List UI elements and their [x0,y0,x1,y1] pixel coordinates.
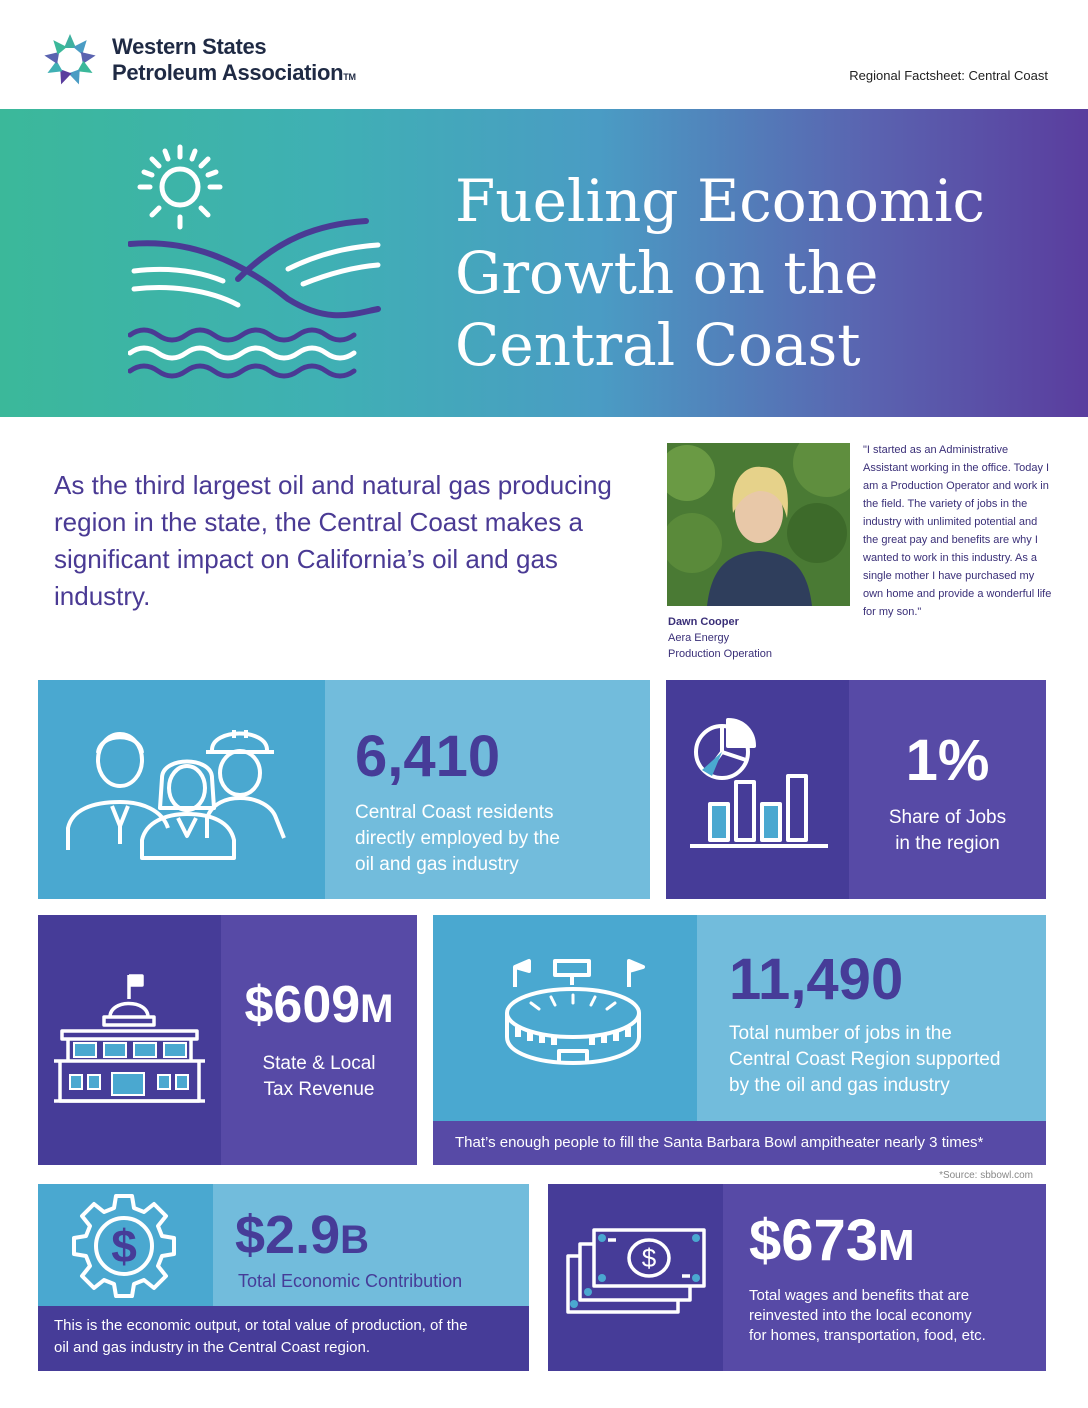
tax-label [221,1051,417,1103]
jobs-value: 11,490 [729,947,904,1012]
factsheet-label: Regional Factsheet: Central Coast [849,68,1048,83]
share-label [849,805,1046,857]
contribution-tile [38,1184,529,1371]
wages-value [749,1208,915,1273]
contribution-note-bar [38,1306,529,1371]
share-tile [666,680,1046,899]
employed-text-panel [325,680,650,899]
share-text-panel [849,680,1046,899]
contribution-text-panel [213,1184,529,1306]
chart-icon [688,716,833,856]
tax-value [221,976,417,1034]
svg-text:$: $ [111,1220,137,1272]
wspa-logo-icon [40,32,100,88]
jobs-icon-panel [433,915,697,1121]
employed-tile [38,680,650,899]
share-label-line2: in the region [895,833,1000,854]
share-icon-panel [666,680,849,899]
money-icon [564,1226,709,1318]
employed-icon-panel [38,680,325,899]
jobs-label [729,1021,1000,1099]
wages-label-line3: for homes, transportation, food, etc. [749,1327,986,1344]
contribution-value-suffix: B [340,1218,369,1262]
landscape-icon [128,139,388,389]
employed-label-line1: Central Coast residents [355,802,554,823]
title-line2: Growth on the [455,239,879,307]
tax-tile [38,915,417,1165]
testimonial-name: Dawn Cooper [668,616,739,628]
employed-label-line3: oil and gas industry [355,854,519,875]
wages-label-line1: Total wages and benefits that are [749,1287,970,1304]
testimonial-company: Aera Energy [668,632,730,644]
share-label-line1: Share of Jobs [888,807,1007,828]
workers-icon [62,718,302,863]
tax-icon-panel [38,915,221,1165]
intro-paragraph: As the third largest oil and natural gas producing region in the state, the Central Coast makes a significant impact on California’s oil and gas industry. [54,470,612,611]
wages-tile [548,1184,1046,1371]
jobs-note-bar [433,1121,1046,1165]
contribution-note-line2: oil and gas industry in the Central Coast region. [54,1339,371,1356]
stadium-icon [493,957,663,1072]
jobs-label-line2: Central Coast Region supported [729,1049,1001,1070]
capitol-building-icon [52,973,207,1108]
contribution-label: Total Economic Contribution [238,1271,463,1291]
contribution-value-number: $2.9 [235,1205,341,1265]
title-line3: Central Coast [455,311,861,379]
wages-label [749,1286,986,1346]
employed-label [355,800,560,878]
gear-dollar-icon [66,1190,182,1302]
tax-value-suffix: M [360,987,394,1031]
title-line1: Fueling Economic [455,167,985,235]
wages-text-panel [723,1184,1046,1371]
tax-label-line2: Tax Revenue [263,1079,375,1100]
wages-label-line2: reinvested into the local economy [749,1307,972,1324]
tax-value-number: $609 [244,976,361,1034]
testimonial-photo [667,443,850,606]
contribution-note [54,1315,468,1359]
testimonial-quote: "I started as an Administrative Assistant working in the office. Today I am a Production Operator and work in the field. The variety of jobs in the industry with unlimited potential and the great pay and benefits are why I wanted to work in this industry. As a single mother I have purchased my own home and provide a wonderful life for my son." [863,444,1052,618]
contribution-icon-panel [38,1184,213,1306]
contribution-value [235,1205,369,1265]
wages-icon-panel [548,1184,723,1371]
org-name-line2: Petroleum Association [112,60,344,85]
employed-label-line2: directly employed by the [355,828,560,849]
source-note: *Source: sbbowl.com [939,1170,1033,1181]
jobs-text-panel [697,915,1046,1121]
testimonial-caption [668,614,772,662]
svg-text:$: $ [641,1243,657,1273]
jobs-note: That’s enough people to fill the Santa Barbara Bowl ampitheater nearly 3 times* [455,1134,984,1151]
jobs-label-line3: by the oil and gas industry [729,1075,950,1096]
employed-value: 6,410 [355,724,501,789]
page-title [455,165,1055,381]
share-value: 1% [905,728,990,793]
tax-label-line1: State & Local [262,1053,376,1074]
logo [40,32,100,88]
contribution-note-line1: This is the economic output, or total value of production, of the [54,1317,468,1334]
org-name-line1: Western States [112,34,267,59]
wages-value-suffix: M [878,1221,915,1270]
testimonial-role: Production Operation [668,648,772,660]
trademark: TM [343,72,356,82]
wages-value-number: $673 [749,1208,879,1273]
tax-text-panel [221,915,417,1165]
organization-name [112,34,356,90]
jobs-label-line1: Total number of jobs in the [729,1023,952,1044]
jobs-tile [433,915,1046,1165]
